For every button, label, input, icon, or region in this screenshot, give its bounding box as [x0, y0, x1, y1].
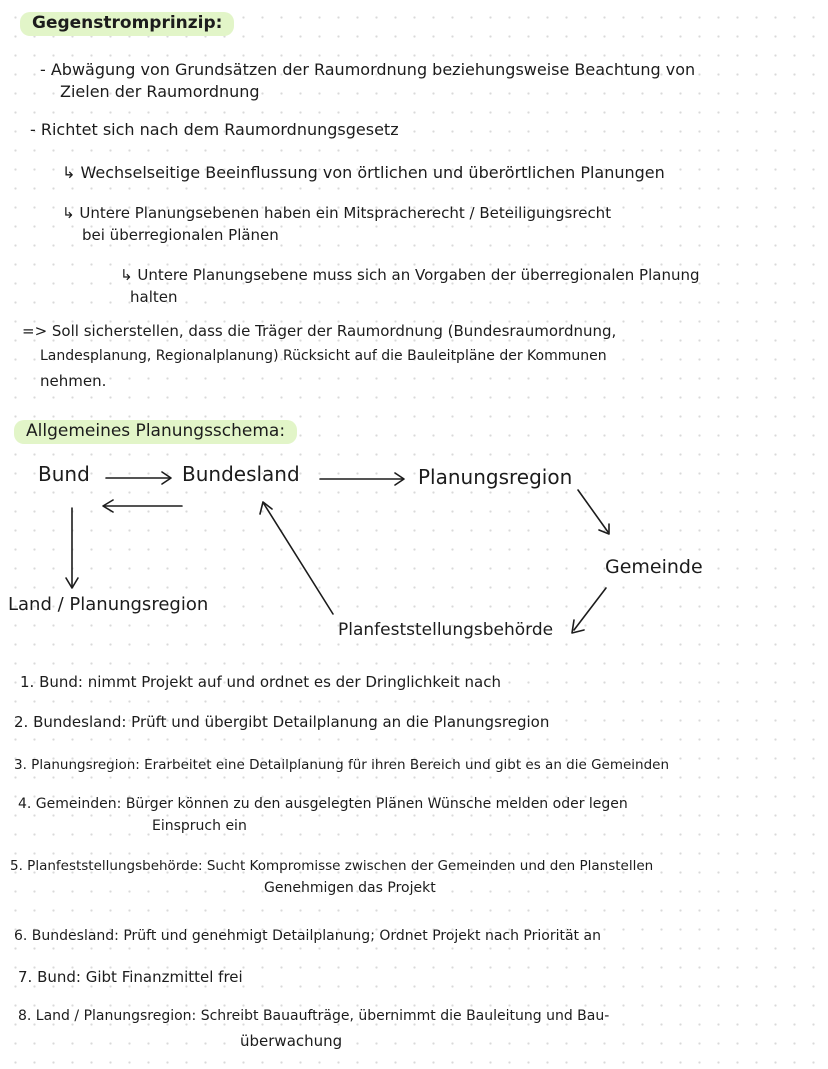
arrow-bundesland-to-planungsregion: [320, 473, 404, 485]
step-8-line1: 8. Land / Planungsregion: Schreibt Bauaufträge, übernimmt die Bauleitung und Bau-: [18, 1008, 610, 1024]
node-bundesland: Bundesland: [182, 462, 300, 486]
step-2: 2. Bundesland: Prüft und übergibt Detailplanung an die Planungsregion: [14, 713, 550, 731]
step-3: 3. Planungsregion: Erarbeitet eine Detailplanung für ihren Bereich und gibt es an die Gemeinden: [14, 757, 670, 773]
step-5-line2: Genehmigen das Projekt: [264, 880, 436, 896]
sub-wechselseitige-beeinflussung: ↳ Wechselseitige Beeinflussung von örtlichen und überörtlichen Planungen: [62, 163, 665, 182]
subsub-vorgaben-line1: ↳ Untere Planungsebene muss sich an Vorgaben der überregionalen Planung: [120, 266, 700, 284]
bullet-abwaegung-line2: Zielen der Raumordnung: [60, 82, 260, 101]
arrow-bund-to-bundesland: [106, 472, 171, 484]
node-planungsregion: Planungsregion: [418, 465, 573, 489]
bullet-raumordnungsgesetz: - Richtet sich nach dem Raumordnungsgesetz: [30, 120, 399, 139]
conclusion-line1: => Soll sicherstellen, dass die Träger der Raumordnung (Bundesraumordnung,: [22, 322, 617, 340]
step-4-line1: 4. Gemeinden: Bürger können zu den ausgelegten Plänen Wünsche melden oder legen: [18, 796, 628, 812]
step-7: 7. Bund: Gibt Finanzmittel frei: [18, 968, 243, 986]
arrow-planfeststellung-to-bundesland: [260, 502, 333, 614]
heading-gegenstromprinzip: Gegenstromprinzip:: [20, 12, 234, 36]
sub-mitspracherecht-line1: ↳ Untere Planungsebenen haben ein Mitspracherecht / Beteiligungsrecht: [62, 204, 612, 222]
step-8-line2: überwachung: [240, 1032, 343, 1050]
conclusion-line2: Landesplanung, Regionalplanung) Rücksicht auf die Bauleitpläne der Kommunen: [40, 348, 607, 364]
step-5-line1: 5. Planfeststellungsbehörde: Sucht Kompromisse zwischen der Gemeinden und den Planstellen: [10, 858, 654, 874]
sub-mitspracherecht-line2: bei überregionalen Plänen: [82, 226, 279, 244]
conclusion-line3: nehmen.: [40, 372, 107, 390]
node-bund: Bund: [38, 462, 90, 486]
arrow-planungsregion-to-gemeinde: [578, 490, 609, 534]
node-planfeststellungsbehoerde: Planfeststellungsbehörde: [338, 620, 554, 640]
heading-planungsschema: Allgemeines Planungsschema:: [14, 420, 297, 444]
subsub-vorgaben-line2: halten: [130, 288, 178, 306]
step-1: 1. Bund: nimmt Projekt auf und ordnet es der Dringlichkeit nach: [20, 673, 501, 691]
node-gemeinde: Gemeinde: [605, 556, 703, 578]
node-land-planungsregion: Land / Planungsregion: [8, 594, 209, 615]
step-6: 6. Bundesland: Prüft und genehmigt Detailplanung; Ordnet Projekt nach Priorität an: [14, 928, 601, 944]
arrow-bundesland-to-bund: [103, 500, 182, 512]
arrow-bund-to-land: [66, 508, 78, 588]
bullet-abwaegung-line1: - Abwägung von Grundsätzen der Raumordnung beziehungsweise Beachtung von: [40, 60, 696, 79]
arrow-gemeinde-to-planfeststellung: [572, 588, 606, 633]
step-4-line2: Einspruch ein: [152, 818, 247, 834]
